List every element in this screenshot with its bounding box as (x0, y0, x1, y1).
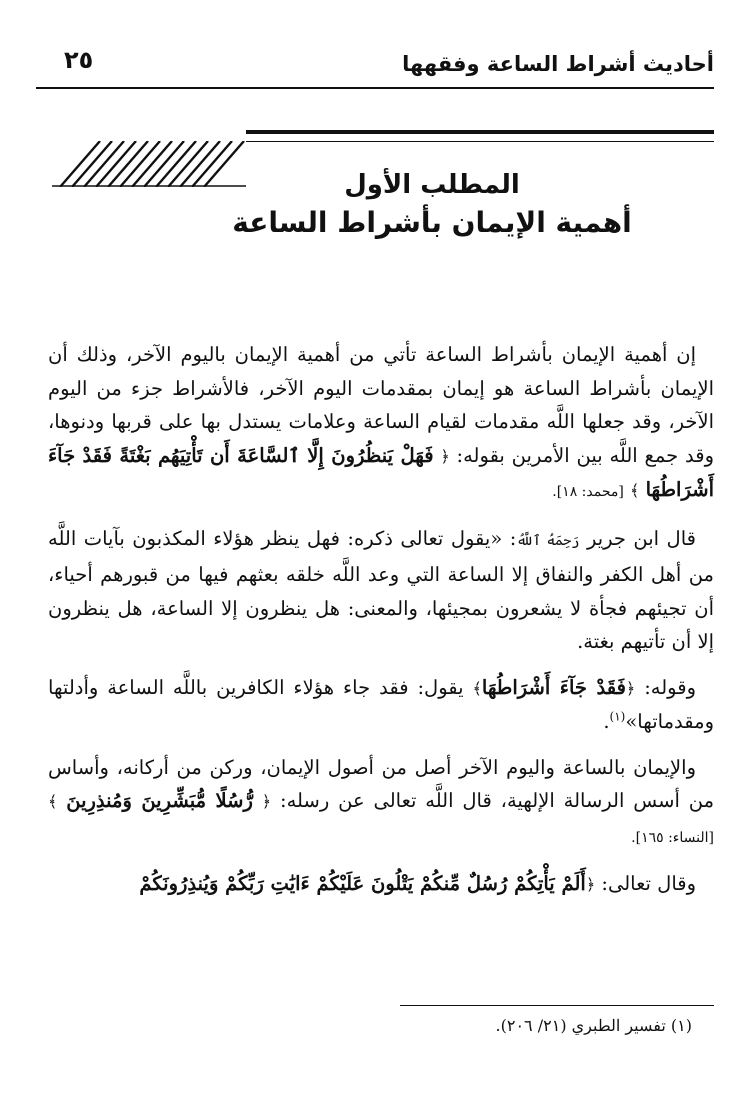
paragraph-5 (48, 867, 714, 902)
quran-verse-nisa-165: رُّسُلًا مُّبَشِّرِينَ وَمُنذِرِينَ (66, 789, 253, 812)
body-text (48, 338, 714, 914)
header-rule (36, 87, 714, 89)
paragraph-1-text: إن أهمية الإيمان بأشراط الساعة تأتي من أهمية الإيمان باليوم الآخر، وذلك أن الإيمان بأشراط الساعة هو إيمان بمقدمات اليوم الآخر، فالأشراط جزء من اليوم الآخر، وقد جعلها اللَّه مقدمات لقيام الساعة وعلامات يستدل بها على قربها ودنوها، وقد جمع اللَّه بين الأمرين بقوله: (48, 343, 715, 467)
paragraph-2-lead: قال ابن جرير (586, 526, 696, 550)
section-thick-rule (246, 130, 714, 134)
verse-reference: [النساء: ١٦٥]. (631, 829, 714, 846)
section-title: أهمية الإيمان بأشراط الساعة (232, 206, 632, 239)
paragraph-2 (48, 522, 714, 659)
paragraph-2-text: : «يقول تعالى ذكره: فهل ينظر هؤلاء المكذبون بآيات اللَّه من أهل الكفر والنفاق إلا الساعة التي وعد اللَّه خلقه بعثهم فيها من قبورهم أحياء، أن تجيئهم فجأة لا يشعرون بمجيئها، والمعنى: هل ينظرون إلا الساعة، هل ينظرون إلا أن تأتيهم بغتة. (48, 526, 714, 653)
paragraph-1 (48, 338, 714, 510)
paragraph-4-text: والإيمان بالساعة واليوم الآخر أصل من أصول الإيمان، وركن من أركانه، وأساس من أسس الرسالة الإلهية، قال اللَّه تعالى عن رسله: (48, 755, 715, 812)
verse-open-bracket: ﴿ (585, 875, 596, 894)
verse-close-bracket: ﴾ (630, 481, 640, 500)
verse-close-bracket: ﴾ (48, 792, 58, 811)
verse-open-bracket: ﴿ (440, 446, 450, 466)
section-thin-rule (246, 141, 714, 142)
verse-open-bracket: ﴿ (625, 678, 636, 698)
paragraph-5-lead: وقال تعالى: (601, 872, 696, 895)
footnote-rule (400, 1005, 714, 1006)
paragraph-3-lead: وقوله: (644, 675, 696, 699)
verse-open-bracket: ﴿ (261, 792, 272, 811)
footnote: (١) تفسير الطبري (٢١/ ٢٠٦). (495, 1016, 692, 1035)
section-subtitle: المطلب الأول (344, 170, 520, 200)
quran-verse-muhammad-18: فَهَلْ يَنظُرُونَ إِلَّا ٱلسَّاعَةَ أَن تَأْتِيَهُم بَغْتَةً فَقَدْ جَآءَ أَشْرَاطُهَا (48, 443, 714, 501)
paragraph-4 (48, 751, 714, 856)
footnote-marker[interactable]: (١) (609, 709, 626, 724)
quran-verse-quote: فَقَدْ جَآءَ أَشْرَاطُهَا (481, 675, 626, 699)
verse-close-bracket: ﴾ (472, 678, 482, 698)
verse-reference: [محمد: ١٨]. (552, 484, 624, 500)
paragraph-3-text: يقول: فقد جاء هؤلاء الكافرين باللَّه الساعة وأدلتها ومقدماتها» (48, 675, 714, 733)
page-number: ٢٥ (64, 46, 94, 74)
running-title: أحاديث أشراط الساعة وفقهها (402, 52, 714, 76)
quran-verse-continued: أَلَمْ يَأْتِكُمْ رُسُلٌ مِّنكُمْ يَتْلُونَ عَلَيْكُمْ ءَايَٰتِ رَبِّكُمْ وَيُنذِرُونَكُمْ (139, 872, 586, 895)
paragraph-3: وقوله: ﴿فَقَدْ جَآءَ أَشْرَاطُهَا﴾ يقول: فقد جاء هؤلاء الكافرين باللَّه الساعة وأدلتها ومقدماتها»$^{(١)}$. (48, 675, 714, 733)
honorific: رَحِمَهُ ٱللَّهُ (516, 532, 580, 549)
